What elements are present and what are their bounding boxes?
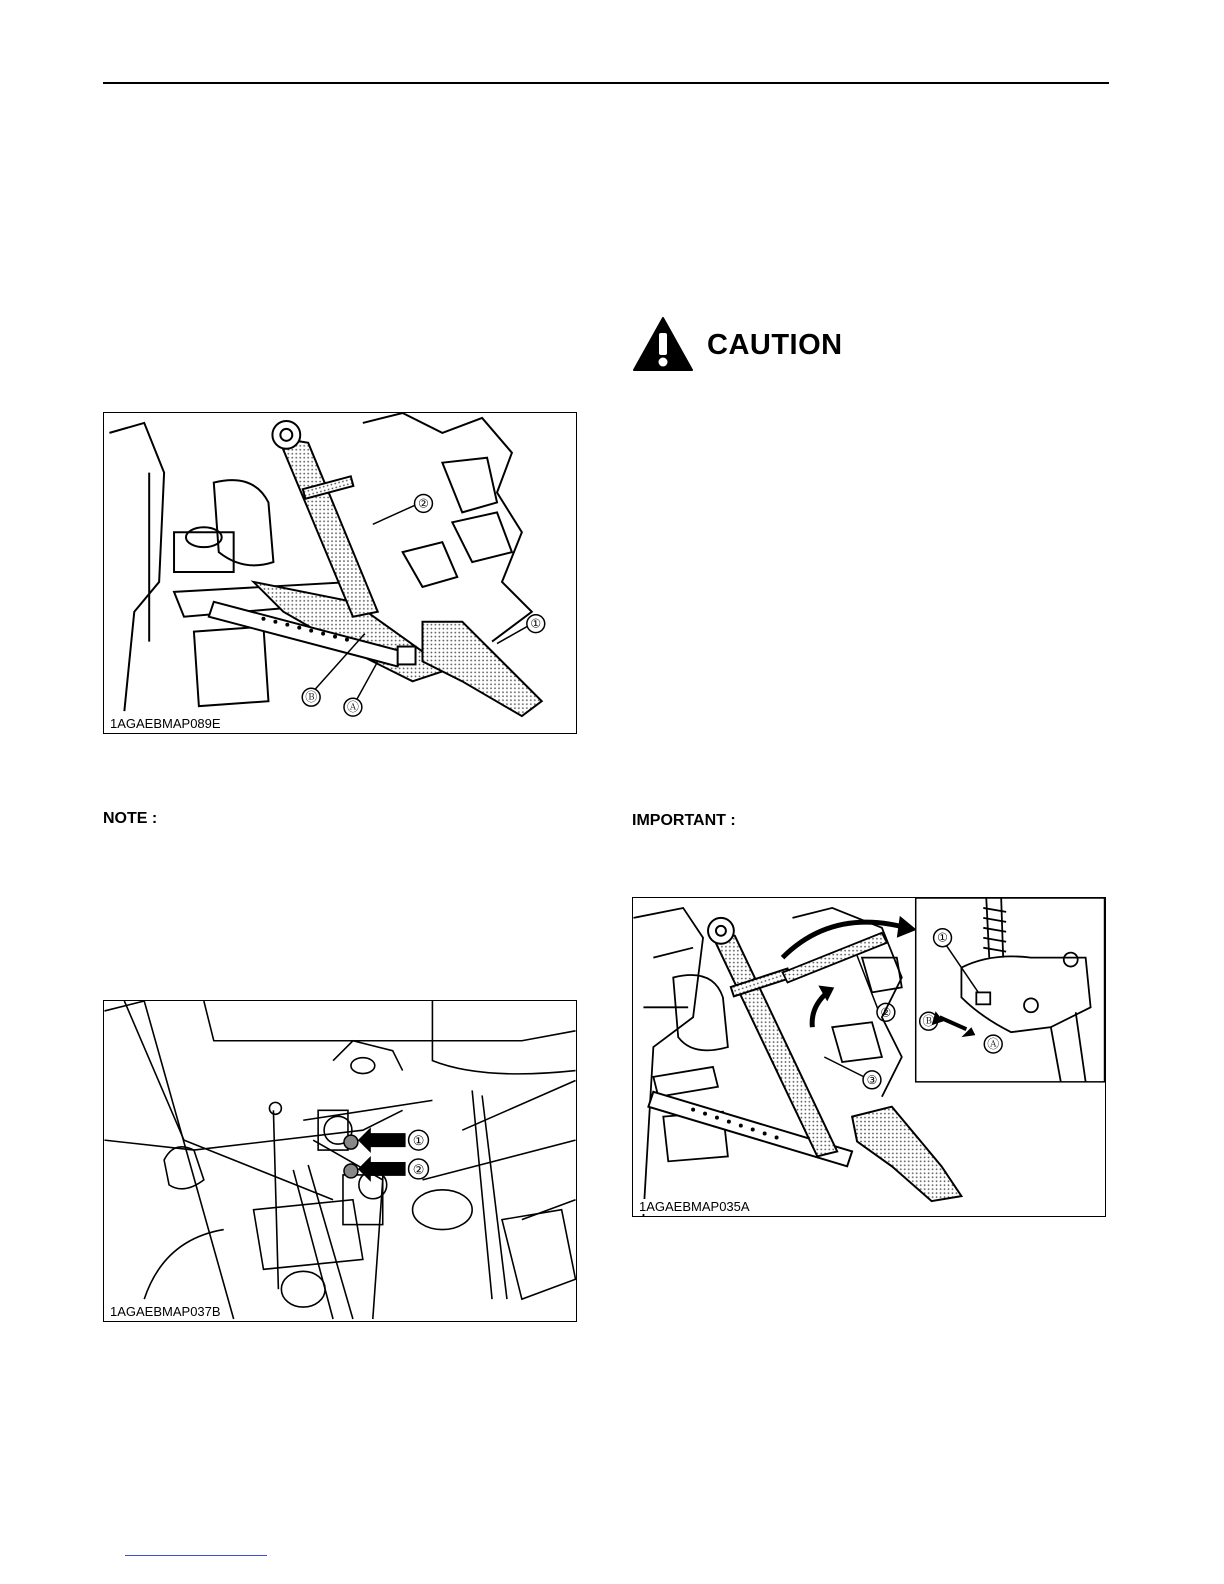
callout-b: Ⓑ: [922, 1014, 935, 1029]
callout-b: Ⓑ: [305, 690, 318, 705]
figure-lift-rod: [103, 412, 577, 734]
callout-1: ①: [937, 930, 948, 945]
figure-code: 1AGAEBMAP089E: [110, 716, 221, 731]
figure-code: 1AGAEBMAP035A: [639, 1199, 750, 1214]
note-label: NOTE :: [103, 810, 158, 827]
important-label: IMPORTANT :: [632, 812, 736, 829]
callout-a: Ⓐ: [987, 1037, 1000, 1052]
figure-lift-rod-adjust: [632, 897, 1106, 1217]
callout-1: ①: [412, 1133, 425, 1149]
lift-rod-illustration: [104, 413, 576, 733]
callout-2: ②: [880, 1005, 892, 1020]
callout-3: ③: [866, 1072, 878, 1087]
callout-1: ①: [530, 616, 542, 631]
callout-a: Ⓐ: [346, 700, 359, 715]
caution-title: CAUTION: [707, 329, 843, 361]
figure-top-link-holes: [103, 1000, 577, 1322]
callout-2: ②: [412, 1161, 425, 1177]
warning-triangle-icon: [632, 316, 694, 372]
callout-2: ②: [418, 496, 429, 511]
footer-link-underline: [125, 1555, 267, 1556]
header-rule: [103, 82, 1109, 84]
figure-code: 1AGAEBMAP037B: [110, 1304, 221, 1319]
top-link-holes-illustration: [104, 1001, 576, 1321]
lift-rod-adjust-illustration: [633, 898, 1105, 1216]
